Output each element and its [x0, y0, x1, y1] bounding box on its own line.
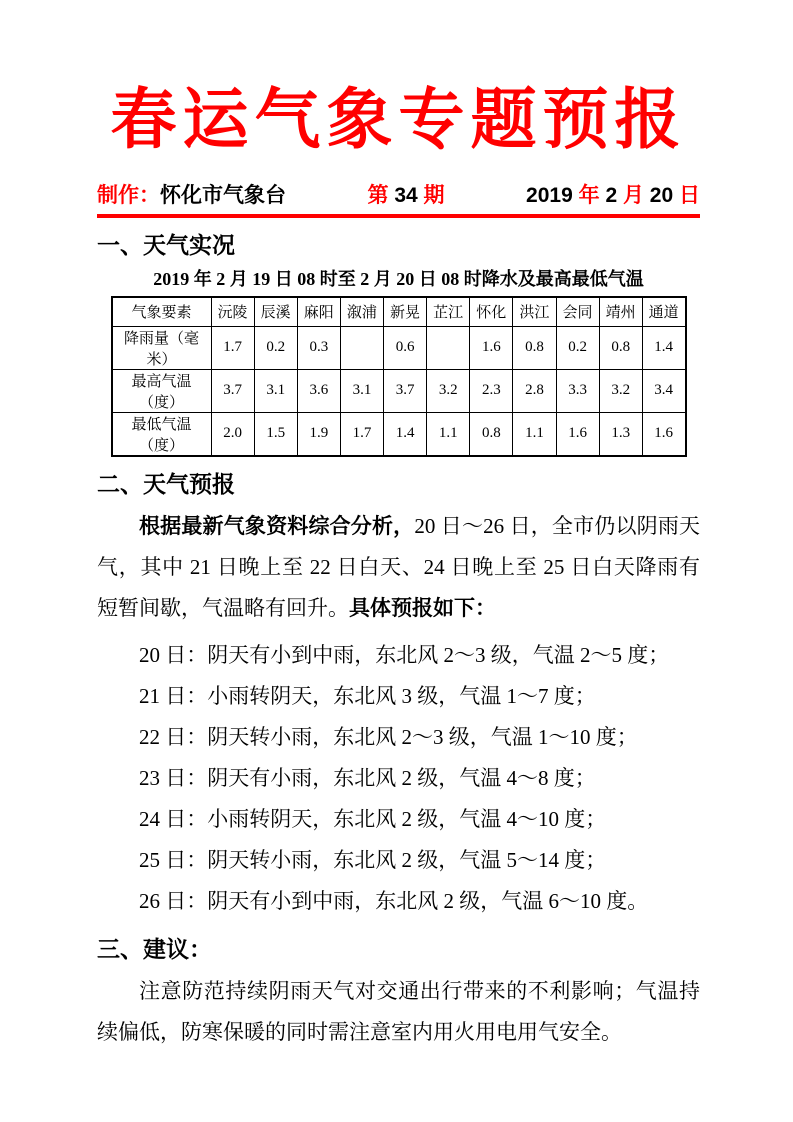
date-month: 2	[605, 183, 618, 207]
table-header-cell: 辰溪	[254, 297, 297, 327]
table-header-cell: 溆浦	[340, 297, 383, 327]
table-header-cell: 气象要素	[112, 297, 212, 327]
forecast-list	[97, 635, 700, 922]
section-heading-weather-actual: 一、天气实况	[97, 231, 235, 258]
table-cell: 1.5	[254, 412, 297, 456]
table-cell: 1.6	[556, 412, 599, 456]
date-day-unit: 日	[673, 183, 700, 207]
forecast-line-day24: 24 日：小雨转阴天，东北风 2 级，气温 4～10 度；	[139, 806, 607, 831]
producer	[97, 179, 286, 209]
table-header-cell: 新晃	[384, 297, 427, 327]
forecast-intro-paragraph	[97, 506, 700, 629]
table-header-cell: 芷江	[427, 297, 470, 327]
table-header-cell: 通道	[642, 297, 685, 327]
table-cell: 2.8	[513, 369, 556, 412]
table-header-cell: 洪江	[513, 297, 556, 327]
header-divider	[97, 214, 700, 218]
issue-date	[526, 179, 700, 209]
issue-suffix: 期	[417, 183, 445, 207]
date-year-unit: 年	[572, 183, 606, 207]
intro-bold-tail: 具体预报如下：	[349, 596, 496, 620]
table-cell: 2.0	[211, 412, 254, 456]
table-cell: 0.2	[556, 326, 599, 369]
table-cell: 0.2	[254, 326, 297, 369]
table-cell	[340, 326, 383, 369]
table-cell: 3.6	[297, 369, 340, 412]
section-heading-suggestions: 三、建议：	[97, 935, 212, 962]
table-cell: 1.6	[470, 326, 513, 369]
table-header-cell: 靖州	[599, 297, 642, 327]
row-label: 最低气温（度）	[112, 412, 212, 456]
table-title: 2019 年 2 月 19 日 08 时至 2 月 20 日 08 时降水及最高最低气温	[153, 269, 644, 290]
table-cell: 3.3	[556, 369, 599, 412]
issue-value: 34	[394, 183, 418, 207]
table-cell: 1.6	[642, 412, 685, 456]
forecast-line-day23: 23 日：阴天有小雨，东北风 2 级，气温 4～8 度；	[139, 765, 596, 790]
table-cell: 3.2	[599, 369, 642, 412]
producer-value: 怀化市气象台	[160, 183, 286, 207]
table-cell: 3.1	[340, 369, 383, 412]
date-day: 20	[649, 183, 674, 207]
forecast-line-day21: 21 日：小雨转阴天，东北风 3 级，气温 1～7 度；	[139, 683, 596, 708]
table-cell: 2.3	[470, 369, 513, 412]
date-month-unit: 月	[617, 183, 650, 207]
forecast-line-day22: 22 日：阴天转小雨，东北风 2～3 级，气温 1～10 度；	[139, 724, 638, 749]
document-title: 春运气象专题预报	[110, 84, 687, 157]
table-cell: 1.3	[599, 412, 642, 456]
table-header-row	[112, 297, 686, 327]
table-cell: 3.1	[254, 369, 297, 412]
date-year: 2019	[526, 183, 573, 207]
section-heading-weather-forecast: 二、天气预报	[97, 470, 235, 497]
table-cell: 1.7	[211, 326, 254, 369]
intro-bold-lead: 根据最新气象资料综合分析，	[139, 514, 415, 538]
forecast-line-day25: 25 日：阴天转小雨，东北风 2 级，气温 5～14 度；	[139, 847, 607, 872]
producer-label: 制作：	[97, 183, 160, 207]
table-cell: 3.7	[384, 369, 427, 412]
forecast-line-day20: 20 日：阴天有小到中雨，东北风 2～3 级，气温 2～5 度；	[139, 642, 670, 667]
table-row-min-temp	[112, 412, 686, 456]
table-header-cell: 麻阳	[297, 297, 340, 327]
issue-prefix: 第	[367, 183, 395, 207]
intro-normal-text: 20 日～26 日，全市仍以阴雨天气，其中 21 日晚上至 22 日白天、24 日晚上至 25 日白天降雨有短暂间歇，气温略有回升。	[97, 513, 701, 620]
weather-table	[111, 296, 687, 457]
table-cell: 3.4	[642, 369, 685, 412]
table-cell: 1.4	[642, 326, 685, 369]
table-cell: 0.6	[384, 326, 427, 369]
table-cell: 1.1	[513, 412, 556, 456]
table-cell: 0.3	[297, 326, 340, 369]
row-label: 降雨量（毫米）	[112, 326, 212, 369]
table-header-cell: 怀化	[470, 297, 513, 327]
table-cell: 1.7	[340, 412, 383, 456]
table-cell	[427, 326, 470, 369]
table-cell: 3.7	[211, 369, 254, 412]
meta-row	[97, 179, 700, 209]
table-row-max-temp	[112, 369, 686, 412]
table-cell: 1.1	[427, 412, 470, 456]
table-cell: 0.8	[599, 326, 642, 369]
table-header-cell: 会同	[556, 297, 599, 327]
table-cell: 3.2	[427, 369, 470, 412]
table-cell: 1.9	[297, 412, 340, 456]
table-header-cell: 沅陵	[211, 297, 254, 327]
suggestions-paragraph: 注意防范持续阴雨天气对交通出行带来的不利影响；气温持续偏低，防寒保暖的同时需注意室内用火用电用气安全。	[97, 978, 700, 1044]
table-row-rainfall	[112, 326, 686, 369]
row-label: 最高气温（度）	[112, 369, 212, 412]
table-cell: 0.8	[513, 326, 556, 369]
issue-number	[368, 179, 445, 209]
forecast-line-day26: 26 日：阴天有小到中雨，东北风 2 级，气温 6～10 度。	[139, 888, 649, 913]
table-cell: 0.8	[470, 412, 513, 456]
table-cell: 1.4	[384, 412, 427, 456]
